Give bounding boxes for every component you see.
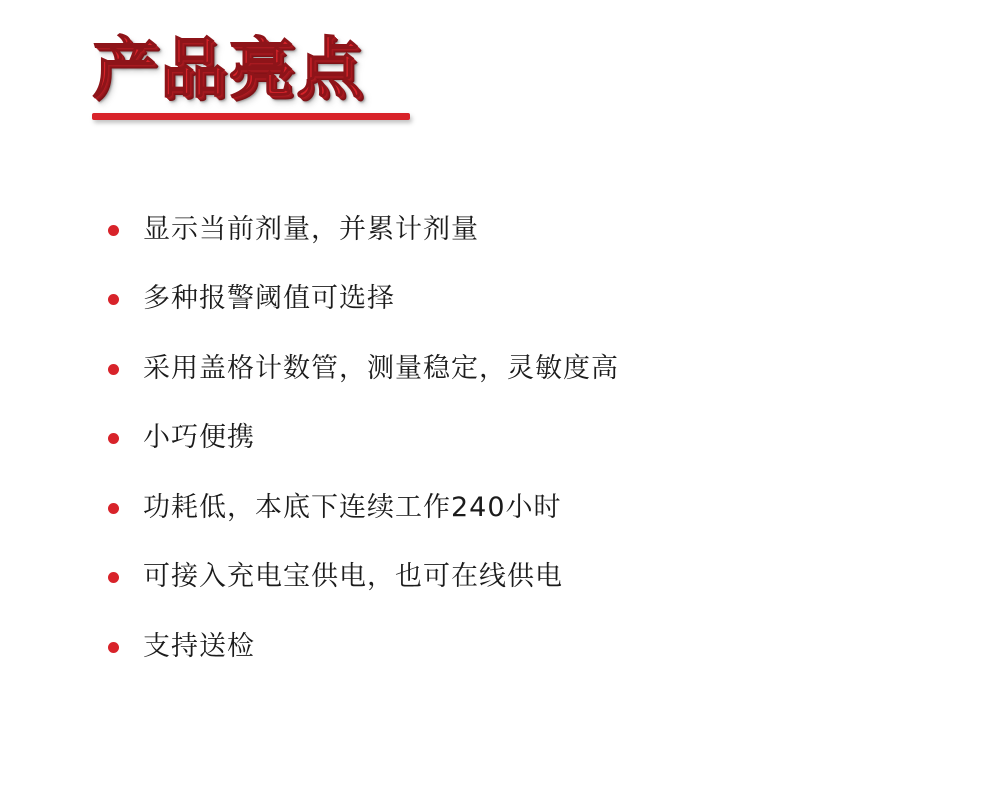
list-item [108, 281, 928, 317]
bullet-dot-icon [108, 433, 119, 444]
list-item-label: 可接入充电宝供电，也可在线供电 [143, 561, 563, 593]
list-item [108, 559, 928, 595]
list-item-label: 多种报警阈值可选择 [143, 283, 395, 315]
list-item-label: 功耗低，本底下连续工作240小时 [143, 491, 562, 523]
list-item [108, 490, 928, 526]
title-underline-rule [92, 113, 410, 120]
bullet-dot-icon [108, 572, 119, 583]
bullet-dot-icon [108, 503, 119, 514]
list-item-label: 支持送检 [143, 630, 255, 662]
list-item-label: 小巧便携 [143, 422, 255, 454]
list-item-label: 采用盖格计数管，测量稳定，灵敏度高 [143, 352, 619, 384]
list-item [108, 351, 928, 387]
bullet-dot-icon [108, 294, 119, 305]
bullet-dot-icon [108, 225, 119, 236]
bullet-dot-icon [108, 642, 119, 653]
list-item [108, 629, 928, 665]
title-block [92, 30, 712, 120]
list-item [108, 420, 928, 456]
page-title: 产品亮点 [92, 30, 364, 107]
bullet-dot-icon [108, 364, 119, 375]
list-item [108, 212, 928, 248]
list-item-label: 显示当前剂量，并累计剂量 [143, 214, 479, 245]
highlights-list [108, 212, 928, 698]
